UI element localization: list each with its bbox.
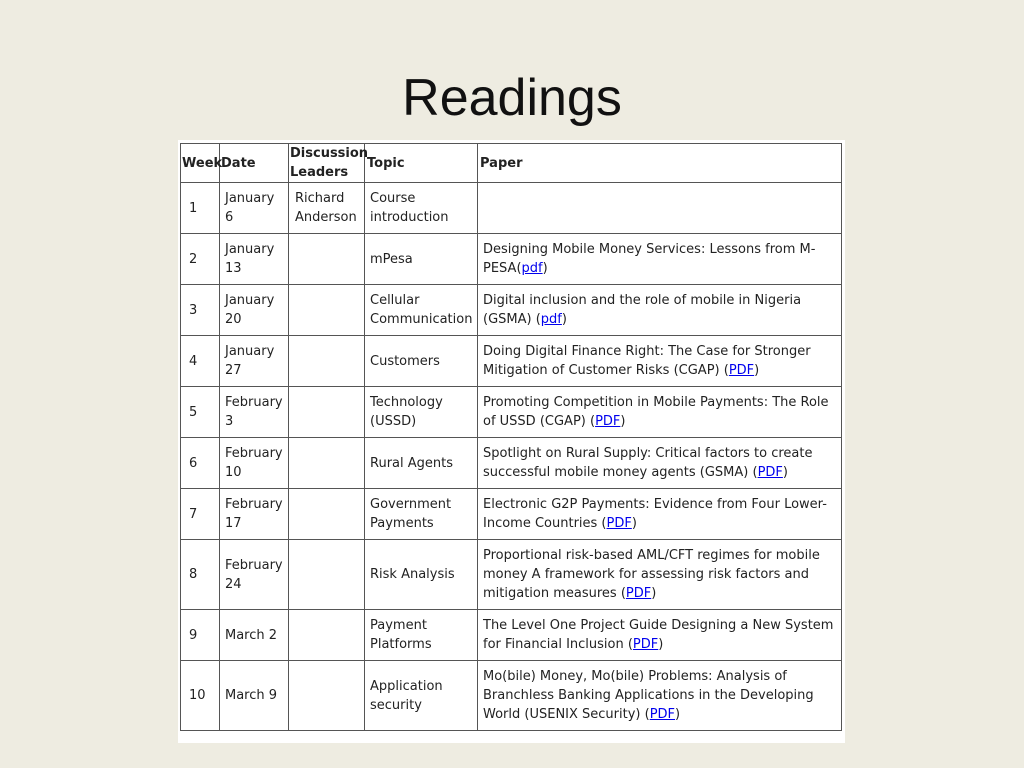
pdf-link[interactable]: PDF: [595, 414, 621, 429]
cell-paper: [478, 489, 842, 540]
paper-title: Proportional risk-based AML/CFT regimes for mobile money A framework for assessing risk factors and mitigation measures (: [483, 548, 820, 601]
table-row: [181, 610, 842, 661]
table-row: [181, 489, 842, 540]
paper-title: Promoting Competition in Mobile Payments: The Role of USSD (CGAP) (: [483, 395, 829, 429]
cell-paper: [478, 234, 842, 285]
pdf-link[interactable]: PDF: [606, 516, 632, 531]
header-week: Week: [181, 144, 220, 183]
cell-week: 3: [181, 285, 220, 336]
paper-title: Doing Digital Finance Right: The Case for Stronger Mitigation of Customer Risks (CGAP) (: [483, 344, 811, 378]
pdf-link[interactable]: PDF: [649, 707, 676, 722]
cell-discussion-leaders: [289, 661, 365, 731]
table-header-row: [181, 144, 842, 183]
cell-week: 7: [181, 489, 220, 540]
paper-close-paren: ): [561, 312, 567, 327]
paper-close-paren: ): [620, 414, 626, 429]
paper-title: Digital inclusion and the role of mobile in Nigeria (GSMA) (: [483, 293, 802, 327]
cell-paper: [478, 661, 842, 731]
paper-title: The Level One Project Guide Designing a New System for Financial Inclusion (: [483, 618, 834, 652]
paper-title: Spotlight on Rural Supply: Critical factors to create successful mobile money agents (GSMA) (: [483, 446, 813, 480]
pdf-link[interactable]: pdf: [521, 261, 543, 276]
paper-close-paren: ): [631, 516, 637, 531]
cell-topic: Course introduction: [365, 183, 478, 234]
cell-topic: Customers: [365, 336, 478, 387]
cell-topic: Technology (USSD): [365, 387, 478, 438]
pdf-link[interactable]: PDF: [632, 637, 659, 652]
table-row: [181, 234, 842, 285]
table-row: [181, 183, 842, 234]
table-body: [181, 183, 842, 731]
header-paper: Paper: [478, 144, 842, 183]
cell-week: 6: [181, 438, 220, 489]
cell-topic: Rural Agents: [365, 438, 478, 489]
paper-title: Electronic G2P Payments: Evidence from Four Lower-Income Countries (: [483, 497, 827, 531]
table-row: [181, 336, 842, 387]
cell-topic: Application security: [365, 661, 478, 731]
cell-paper: [478, 438, 842, 489]
cell-week: 4: [181, 336, 220, 387]
cell-date: February 10: [220, 438, 289, 489]
cell-discussion-leaders: [289, 234, 365, 285]
paper-title: Designing Mobile Money Services: Lessons from M-PESA(: [483, 242, 816, 276]
cell-paper: [478, 285, 842, 336]
cell-discussion-leaders: [289, 285, 365, 336]
header-discussion-leaders: Discussion Leaders: [289, 144, 365, 183]
table-row: [181, 540, 842, 610]
cell-paper: [478, 336, 842, 387]
cell-date: January 6: [220, 183, 289, 234]
cell-date: February 24: [220, 540, 289, 610]
cell-topic: Government Payments: [365, 489, 478, 540]
table-row: [181, 438, 842, 489]
cell-discussion-leaders: [289, 489, 365, 540]
header-date: Date: [220, 144, 289, 183]
pdf-link[interactable]: PDF: [625, 586, 652, 601]
cell-week: 1: [181, 183, 220, 234]
cell-paper: [478, 540, 842, 610]
cell-paper: [478, 610, 842, 661]
paper-close-paren: ): [651, 586, 657, 601]
cell-discussion-leaders: Richard Anderson: [289, 183, 365, 234]
cell-date: January 27: [220, 336, 289, 387]
readings-table-container: [178, 140, 845, 743]
cell-date: February 3: [220, 387, 289, 438]
paper-close-paren: ): [675, 707, 681, 722]
cell-topic: Risk Analysis: [365, 540, 478, 610]
cell-topic: Payment Platforms: [365, 610, 478, 661]
cell-week: 2: [181, 234, 220, 285]
cell-paper: [478, 183, 842, 234]
cell-date: February 17: [220, 489, 289, 540]
cell-topic: mPesa: [365, 234, 478, 285]
readings-table: [180, 143, 842, 731]
header-topic: Topic: [365, 144, 478, 183]
cell-week: 8: [181, 540, 220, 610]
cell-discussion-leaders: [289, 540, 365, 610]
table-row: [181, 285, 842, 336]
cell-date: March 9: [220, 661, 289, 731]
paper-close-paren: ): [782, 465, 788, 480]
pdf-link[interactable]: PDF: [757, 465, 783, 480]
cell-discussion-leaders: [289, 336, 365, 387]
cell-paper: [478, 387, 842, 438]
cell-week: 9: [181, 610, 220, 661]
cell-discussion-leaders: [289, 438, 365, 489]
cell-date: March 2: [220, 610, 289, 661]
pdf-link[interactable]: pdf: [540, 312, 562, 327]
paper-close-paren: ): [658, 637, 664, 652]
cell-date: January 13: [220, 234, 289, 285]
cell-week: 10: [181, 661, 220, 731]
cell-discussion-leaders: [289, 387, 365, 438]
pdf-link[interactable]: PDF: [728, 363, 755, 378]
cell-discussion-leaders: [289, 610, 365, 661]
paper-title: Mo(bile) Money, Mo(bile) Problems: Analysis of Branchless Banking Applications in the Developing World (USENIX Security) (: [483, 669, 814, 722]
slide-title: Readings: [402, 69, 622, 127]
paper-close-paren: ): [754, 363, 760, 378]
cell-date: January 20: [220, 285, 289, 336]
cell-topic: Cellular Communication: [365, 285, 478, 336]
cell-week: 5: [181, 387, 220, 438]
table-row: [181, 661, 842, 731]
paper-close-paren: ): [542, 261, 548, 276]
table-row: [181, 387, 842, 438]
